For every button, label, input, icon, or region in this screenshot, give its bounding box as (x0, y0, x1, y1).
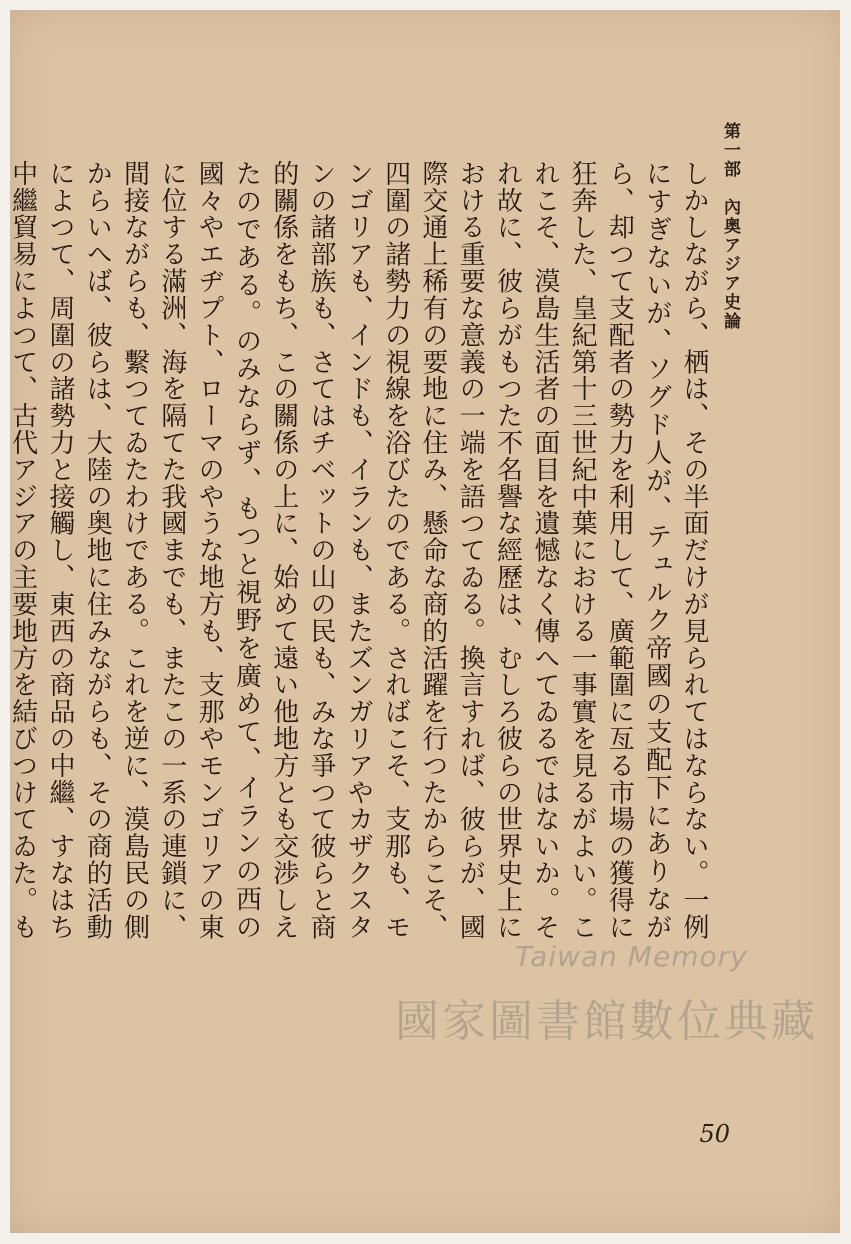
running-header: 第一部 內奥アジア史論 (720, 122, 740, 331)
book-page (7, 10, 840, 1233)
page-number: 50 (699, 1120, 730, 1148)
body-text (7, 160, 712, 940)
watermark-brand: Taiwan Memory (515, 940, 748, 973)
watermark-name: 國家圖書館數位典藏 (395, 996, 818, 1047)
paragraph: しかしながら、栖は、その半面だけが見られてはならない。一例にすぎないが、ソグド人が、テュルク帝國の支配下にありながら、却つて支配者の勢力を利用して、廣範圍に亙る市場の獲得に狂奔した、皇紀第十三世紀中葉における一事實を見るがよい。これこそ、漠島生活者の面目を遺憾なく傳へてゐるではないか。それ故に、彼らがもつた不名譽な經歷は、むしろ彼らの世界史上における重要な意義の一端を語つてゐる。換言すれば、彼らが、國際交通上稀有の要地に住み、懸命な商的活躍を行つたからこそ、四圍の諸勢力の視線を浴びたのである。さればこそ、支那も、モンゴリアも、インドも、イランも、またズンガリアやカザクスタンの諸部族も、さてはチベットの山の民も、みな爭つて彼らと商的關係をもち、この關係の上に、始めて遠い他地方とも交渉しえたのである。のみならず、もつと視野を廣めて、イランの西の國々やエヂプト、ローマのやうな地方も、支那やモンゴリアの東に位する滿洲、海を隔てた我國までも、またこの一系の連鎖に、間接ながらも、繫つてゐたわけである。これを逆に、漠島民の側からいへば、彼らは、大陸の奥地に住みながらも、その商的活動によつて、周圍の諸勢力と接觸し、東西の商品の中繼、すなはち中繼貿易によつて、古代アジアの主要地方を結びつけてゐた。も (7, 160, 709, 940)
